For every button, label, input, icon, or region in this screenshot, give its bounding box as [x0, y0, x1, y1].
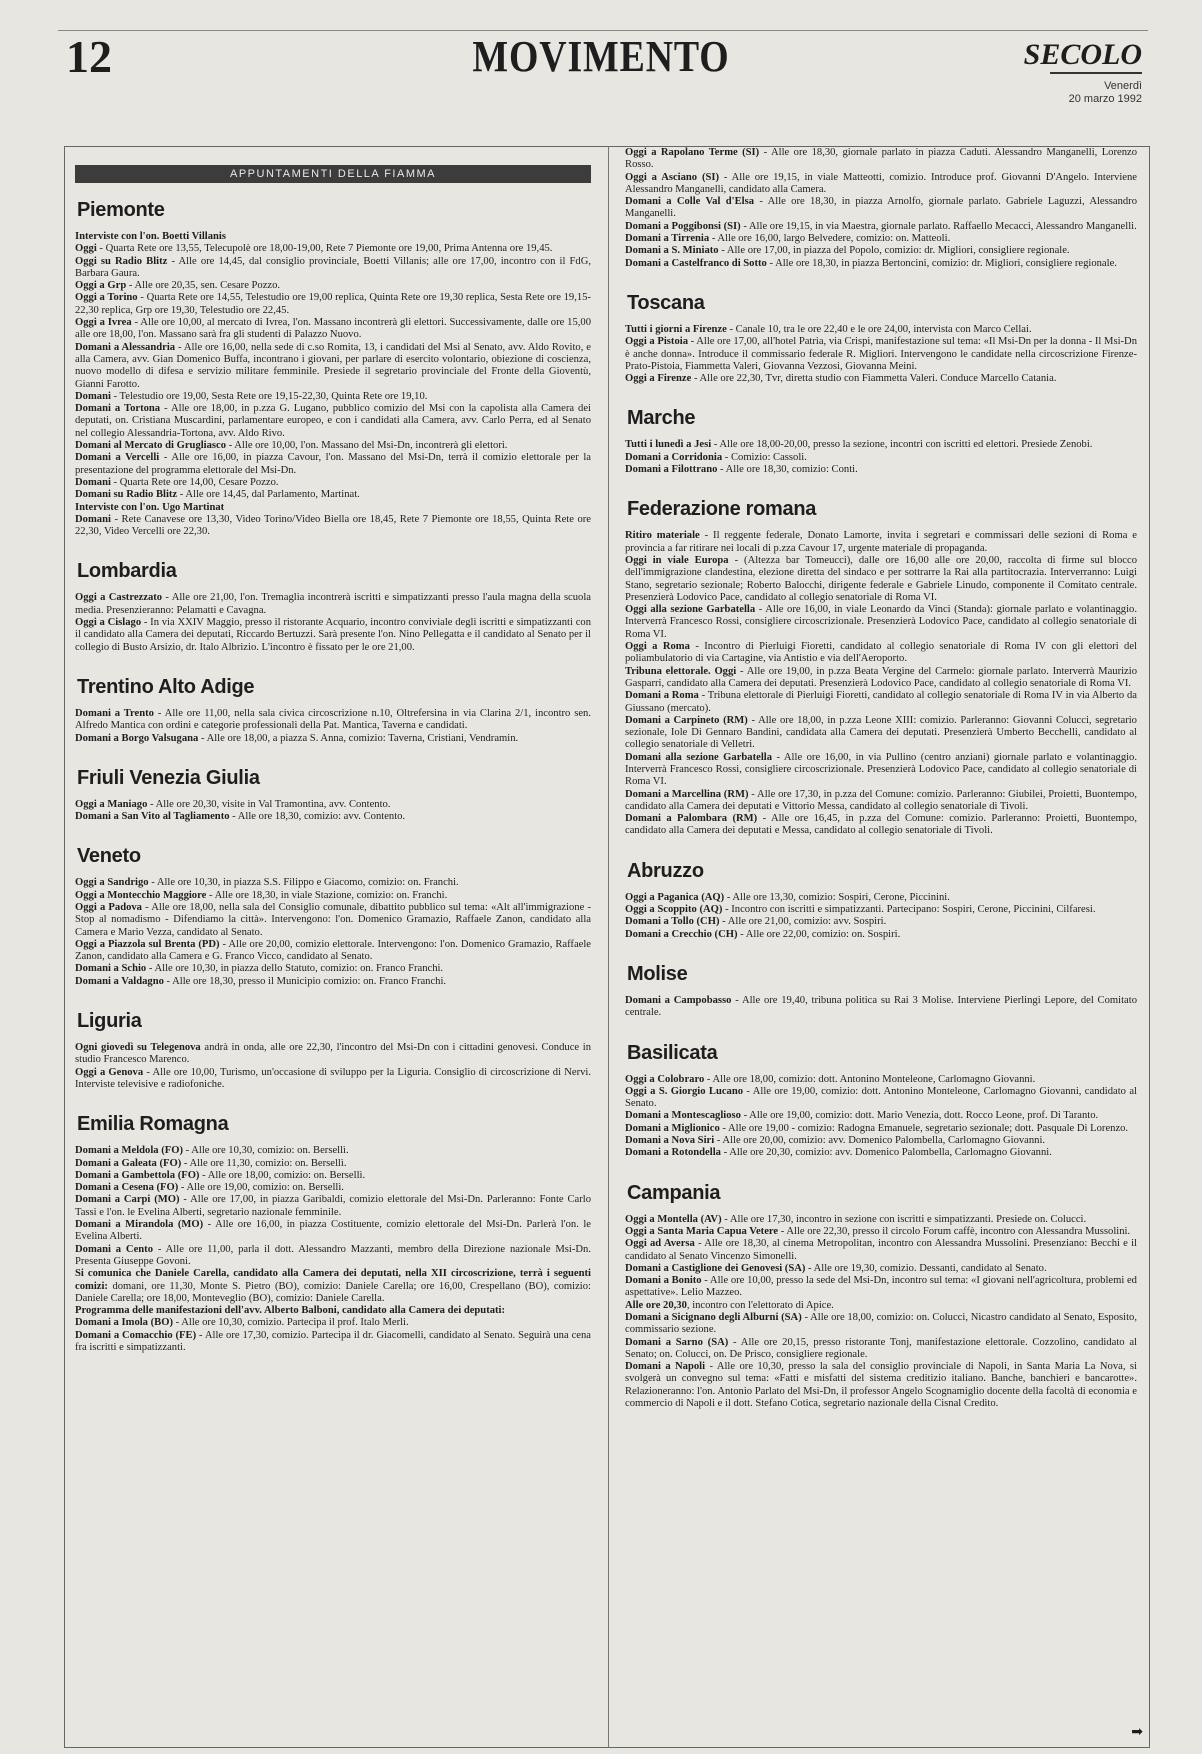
event-location: Domani a Sicignano degli Alburni (SA)	[625, 1312, 802, 1323]
event-entry	[75, 1219, 591, 1244]
event-entry	[75, 477, 591, 489]
event-details: - Alle ore 18,30, in viale Stazione, comizio: on. Franchi.	[206, 889, 448, 901]
event-details: - Alle ore 17,30, comizio. Partecipa il dr. Giacomelli, candidato al Senato. Seguirà una cena fra iscritti e simpatizzanti.	[75, 1329, 591, 1353]
event-details: - Alle ore 22,00, comizio: on. Sospiri.	[737, 928, 901, 940]
region-heading: Toscana	[627, 291, 705, 314]
event-entry	[625, 530, 1137, 555]
event-location: Oggi a Maniago	[75, 798, 148, 810]
event-location: Tribuna elettorale. Oggi	[625, 665, 737, 677]
event-location: Domani a Carpi (MO)	[75, 1194, 180, 1206]
event-details: - Alle ore 10,30, comizio: on. Bersellì.	[183, 1145, 349, 1157]
region-heading: Friuli Venezia Giulia	[77, 766, 260, 789]
event-location: Alle ore 20,30	[625, 1299, 687, 1311]
event-location: Domani	[75, 476, 111, 488]
event-location: Oggi a Paganica (AQ)	[625, 891, 725, 903]
event-location: Domani a Borgo Valsugana	[75, 732, 199, 744]
region-heading: Abruzzo	[627, 859, 704, 882]
event-location: Domani a Cento	[75, 1243, 153, 1255]
event-location: Domani a Comacchio (FE)	[75, 1329, 197, 1341]
event-details: - Alle ore 18,00, comizio: on. Colucci, Nicastro candidato al Senato, Esposito, commissario sezione.	[625, 1312, 1137, 1336]
event-entry	[75, 1067, 591, 1092]
event-details: - Alle ore 18,30, comizio: Conti.	[717, 464, 858, 476]
event-location: Domani a Crecchio (CH)	[625, 928, 738, 940]
event-details: andrà in onda, alle ore 22,30, l'incontro del Msi-Dn con i cittadini genovesi. Conduce in studio Francesco Marenco.	[75, 1042, 591, 1066]
event-location: Oggi ad Aversa	[625, 1238, 695, 1250]
event-location: Oggi su Radio Blitz	[75, 255, 168, 267]
region-heading: Lombardia	[77, 560, 177, 583]
event-entry	[75, 256, 591, 281]
event-location: Interviste con l'on. Boetti Villanis	[75, 231, 226, 242]
event-entry	[75, 502, 591, 514]
event-entry	[75, 976, 591, 988]
event-details: - Alle ore 20,00, comizio elettorale. Intervengono: l'on. Domenico Gramazio, Raffaele Zanon, candidato alla Camera e G. Franco Vicco, candidato al Senato.	[75, 938, 591, 963]
event-location: Oggi a Sandrigo	[75, 877, 149, 889]
event-details: - Alle ore 14,45, dal Parlamento, Martinat.	[177, 489, 360, 501]
event-details: - Alle ore 20,30, visite in Val Tramontina, avv. Contento.	[147, 798, 391, 810]
region-piemonte	[75, 199, 591, 538]
event-location: Domani a Castelfranco di Sotto	[625, 257, 767, 269]
event-entry	[625, 1147, 1137, 1159]
event-location: Domani a Vercelli	[75, 452, 160, 464]
event-entry	[75, 939, 591, 964]
event-details: - Alle ore 20,30, comizio: avv. Domenico Palombella, Carlomagno Giovanni.	[720, 1147, 1052, 1159]
region-heading: Piemonte	[77, 199, 165, 221]
event-location: Oggi a Roma	[625, 641, 690, 653]
event-entry	[625, 196, 1137, 221]
region-heading: Marche	[627, 407, 696, 430]
issue-date-text: 20 marzo 1992	[1068, 93, 1142, 105]
logo-rule	[1050, 72, 1142, 74]
event-details: - Alle ore 19,00, comizio: dott. Mario Venezia, dott. Rocco Leone, prof. Di Taranto.	[740, 1110, 1099, 1122]
event-entry	[75, 317, 591, 342]
event-entry	[75, 1317, 591, 1329]
page-number: 12	[66, 31, 112, 82]
event-entry	[625, 1312, 1137, 1337]
event-details: - Alle ore 19,00 - comizio: Radogna Emanuele, segretario sezionale; dott. Pasquale Di Lorenzo.	[719, 1122, 1129, 1134]
event-details: - Alle ore 16,00, nella sede di c.so Romita, 13, i candidati del Msi al Senato, avv. Aldo Rovito, e alla Camera, avv. Gian Domenico Buffa, incontrano i giovani, per parlare di esercito volontario, obiezione di coscienza, nuovo modello di difesa e servizio militare femminile. Presiede il segretario provinciale del Fronte della Gioventù, Gianni Farotto.	[75, 341, 591, 390]
event-details: - Alle ore 18,00, in p.zza G. Lugano, pubblico comizio del Msi con la capolista alla Camera dei deputati, on. Cristiana Muscardini, parlamentare europeo, e con i candidati alla Camera, avv. Carlo Perra, ed al Senato nel collegio Alessandria-Tortona, avv. Aldo Rivo.	[75, 403, 591, 439]
event-details: - (Altezza bar Tomeucci), dalle ore 16,00 alle ore 20,00, raccolta di firme sul blocco dell'immigrazione clandestina, elezione diretta del sindaco e per sottrarre la Rai alla partitocrazia. Interverranno: Luigi Stano, segretario sezionale; Roberto Balocchi, dirigente federale e Gabriele Linudo, componente il Comitato centrale. Presenzierà Lodovico Pace, candidato al collegio senatoriale di Roma VI.	[625, 554, 1137, 603]
event-entry	[625, 892, 1137, 904]
event-details: - Alle ore 17,00, in piazza Garibaldi, comizio elettorale del Msi-Dn. Parleranno: Fonte Carlo Tassi e l'on. le Evelina Alberti, segretario nazionale femminile.	[75, 1194, 591, 1218]
top-rule	[58, 30, 1148, 31]
issue-date	[1002, 80, 1142, 106]
event-location: Domani a Marcellina (RM)	[625, 788, 749, 800]
event-details: - Alle ore 10,30, presso la sala del consiglio provinciale di Napoli, in Santa Maria La Nova, si svolgerà un convegno sul tema: «Fatti e misfatti del sistema creditizio italiano. Banche, banchieri e bancarotte». Relazioneranno: l'on. Antonio Parlato del Msi-Dn, il professor Angelo Scognamiglio docente della facoltà di economia e commercio di Napoli e il dott. Stefano Cotica, segretario nazionale della Cisnal Credito.	[625, 1361, 1137, 1410]
event-details: - Alle ore 10,00, presso la sede del Msi-Dn, incontro sul tema: «I giovani nell'agricoltura, problemi ed aspettative». Lelio Mazzeo.	[625, 1275, 1137, 1299]
event-location: Domani a Gambettola (FO)	[75, 1169, 200, 1181]
event-details: - Alle ore 16,00, in piazza Cavour, l'on. Massano del Msi-Dn, terrà il comizio elettorale per la presentazione del programma elettorale del Msi-Dn.	[75, 452, 591, 476]
event-location: Oggi	[75, 243, 97, 255]
event-entry	[75, 391, 591, 403]
event-entry	[625, 1086, 1137, 1111]
event-entry	[625, 452, 1137, 464]
event-entry	[75, 902, 591, 939]
event-location: Domani a Poggibonsi (SI)	[625, 220, 741, 232]
event-location: Domani	[75, 390, 111, 402]
event-details: - Alle ore 16,00, in via Pullino (centro anziani) giornale parlato e volantinaggio. Interverrà Francesco Rossi, consigliere circoscrizionale. Presenzierà Lodovico Pace, candidato al collegio senatoriale di Roma VI.	[625, 751, 1137, 788]
event-location: Oggi a Genova	[75, 1066, 144, 1078]
event-location: Ritiro materiale	[625, 530, 700, 542]
event-details: - Alle ore 20,00, comizio: avv. Domenico Palombella, Carlomagno Giovanni.	[714, 1135, 1046, 1147]
event-entry	[75, 877, 591, 889]
event-entry	[75, 890, 591, 902]
event-location: Oggi a Ivrea	[75, 317, 132, 329]
event-location: Domani a Castiglione dei Genovesi (SA)	[625, 1262, 806, 1274]
event-entry	[625, 1123, 1137, 1135]
event-location: Oggi a Padova	[75, 901, 142, 913]
event-location: Oggi a S. Giorgio Lucano	[625, 1085, 744, 1097]
event-details: - Canale 10, tra le ore 22,40 e le ore 24,00, intervista con Marco Cellai.	[726, 323, 1032, 335]
region-campania	[625, 1182, 1137, 1411]
event-location: Domani a Roma	[625, 690, 699, 702]
event-location: Domani a Colle Val d'Elsa	[625, 196, 755, 208]
region-heading: Emilia Romagna	[77, 1113, 229, 1136]
event-entry	[75, 1042, 591, 1067]
event-entry	[625, 904, 1137, 916]
event-location: Oggi a Scoppito (AQ)	[625, 904, 723, 916]
event-details: - Rete Canavese ore 13,30, Video Torino/Video Biella ore 18,45, Rete 7 Piemonte ore 18,55, Quinta Rete ore 22,30, Video Vercelli ore 22,30.	[75, 513, 591, 538]
event-details: - Alle ore 18,30, in piazza Bertoncini, comizio: dr. Migliori, consigliere regionale.	[766, 257, 1117, 269]
event-details: - Alle ore 18,00-20,00, presso la sezione, incontri con iscritti ed elettori. Presiede Zenobi.	[711, 439, 1093, 451]
event-details: - Alle ore 21,00, comizio: avv. Sospiri.	[719, 916, 887, 928]
event-entry	[75, 733, 591, 745]
event-location: Oggi alla sezione Garbatella	[625, 604, 756, 616]
event-details: - Alle ore 18,30, comizio: avv. Contento.	[229, 811, 406, 823]
event-entry	[625, 373, 1137, 385]
region-heading: Veneto	[77, 845, 141, 868]
section-banner: APPUNTAMENTI DELLA FIAMMA	[75, 165, 591, 183]
region-heading: Trentino Alto Adige	[77, 675, 255, 698]
region-emilia-romagna	[75, 1113, 591, 1354]
event-location: Domani	[75, 513, 111, 525]
event-details: - Alle ore 11,00, nella sala civica circoscrizione n.10, Oltrefersina in via Clarina 2/1, incontro sen. Alfredo Mantica con ordini e categorie professionali della Pat. Mantica, Taverna e candidati.	[75, 707, 591, 732]
event-entry	[625, 752, 1137, 789]
event-details: - Alle ore 18,30, in piazza Arnolfo, giornale parlato. Gabriele Laguzzi, Alessandro Manganelli.	[625, 196, 1137, 220]
event-entry	[75, 799, 591, 811]
event-details: - Alle ore 19,15, in via Maestra, giornale parlato. Raffaello Mecacci, Alessandro Manganelli.	[740, 220, 1137, 232]
event-location: Domani a Napoli	[625, 1361, 706, 1373]
event-entry	[625, 245, 1137, 257]
event-location: Domani al Mercato di Grugliasco	[75, 440, 227, 452]
event-details: - Alle ore 14,45, dal consiglio provinciale, Boetti Villanis; alle ore 17,00, incontro con il FdG, Barbara Gaura.	[75, 255, 591, 279]
region-heading: Federazione romana	[627, 498, 817, 521]
event-entry	[75, 617, 591, 654]
event-location: Oggi a Pistoia	[625, 336, 688, 348]
event-entry	[75, 292, 591, 317]
event-entry	[625, 258, 1137, 270]
event-location: Oggi a Colobraro	[625, 1073, 705, 1085]
event-location: Domani a Trento	[75, 707, 154, 719]
event-location: Oggi a Firenze	[625, 373, 692, 385]
event-location: Domani a Campobasso	[625, 994, 732, 1006]
event-details: - Tribuna elettorale di Pierluigi Fioretti, candidato al collegio senatoriale di Roma IV in via Alberto da Giussano (mercato).	[625, 690, 1137, 714]
continue-arrow-icon: ➡	[1131, 1725, 1143, 1740]
event-location: Domani a Sarno (SA)	[625, 1336, 729, 1348]
event-entry	[75, 440, 591, 452]
event-location: Domani a Filottrano	[625, 464, 718, 476]
event-location: Oggi a Grp	[75, 280, 127, 292]
event-location: Domani a S. Miniato	[625, 245, 719, 257]
event-entry	[625, 439, 1137, 451]
event-details: - Alle ore 18,30, presso il Municipio comizio: on. Franco Franchi.	[163, 975, 447, 987]
event-details: - Alle ore 18,30, al cinema Metropolitan, incontro con Alessandra Mussolini. Presenziano: Becchi e il candidato al Senato Vincenzo Simonelli.	[625, 1238, 1137, 1262]
event-entry	[75, 708, 591, 733]
right-column	[625, 147, 1137, 1747]
event-location: Domani a Tirrenia	[625, 233, 710, 245]
event-entry	[625, 1074, 1137, 1086]
event-location: Oggi a Rapolano Terme (SI)	[625, 147, 760, 158]
event-entry	[625, 789, 1137, 814]
event-details: - Alle ore 19,00, comizio: dott. Antonino Monteleone, Carlomagno Giovanni, candidato al Senato.	[625, 1085, 1137, 1110]
event-entry	[75, 1170, 591, 1182]
event-details: - Alle ore 10,30, in piazza dello Statuto, comizio: on. Franco Franchi.	[146, 963, 444, 975]
event-details: - Alle ore 22,30, presso il circolo Forum caffè, incontro con Alessandra Mussolini.	[778, 1225, 1131, 1237]
event-location: Oggi a Piazzola sul Brenta (PD)	[75, 938, 220, 950]
event-entry	[625, 995, 1137, 1020]
event-details: - Alle ore 20,15, presso ristorante Tonj, manifestazione elettorale. Cozzolino, candidato al Senato; on. Colucci, on. De Prisco, consigliere regionale.	[625, 1336, 1137, 1360]
region-heading: Molise	[627, 962, 688, 985]
event-location: Domani a Galeata (FO)	[75, 1157, 182, 1169]
event-location: Domani a Nova Siri	[625, 1135, 715, 1147]
event-details: - Alle ore 17,30, in p.zza del Comune: comizio. Parleranno: Giubilei, Proietti, Buontempo, candidato alla Camera dei deputati e Vittorio Messa, candidato al collegio senatoriale di Tivoli.	[625, 788, 1137, 812]
region-heading: Liguria	[77, 1010, 142, 1033]
region-heading: Campania	[627, 1181, 721, 1204]
event-details: - Alle ore 11,30, comizio: on. Bersellì.	[181, 1157, 347, 1169]
event-location: Domani alla sezione Garbatella	[625, 751, 773, 763]
region-toscana-continued	[625, 147, 1137, 270]
event-entry	[625, 813, 1137, 838]
region-federazione-romana	[625, 498, 1137, 837]
event-details: - Alle ore 10,00, l'on. Massano del Msi-Dn, incontrerà gli elettori.	[226, 440, 508, 452]
event-entry	[625, 336, 1137, 373]
event-location: Domani a Corridonia	[625, 451, 723, 463]
event-location: Domani a Bonito	[625, 1275, 702, 1287]
region-trentino-alto-adige	[75, 676, 591, 745]
event-location: Oggi in viale Europa	[625, 554, 729, 566]
event-entry	[625, 690, 1137, 715]
event-details: - Alle ore 10,00, Turismo, un'occasione di sviluppo per la Liguria. Consiglio di circoscrizione di Nervi. Interviste televisive e radiofoniche.	[75, 1066, 591, 1090]
event-location: Domani a Tortona	[75, 403, 161, 415]
event-entry	[625, 1361, 1137, 1410]
event-location: Interviste con l'on. Ugo Martinat	[75, 501, 225, 513]
event-details: - Quarta Rete ore 14,00, Cesare Pozzo.	[110, 476, 279, 488]
event-details: - Alle ore 16,00, in viale Leonardo da Vinci (Standa): giornale parlato e volantinaggio. Interverrà Francesco Rossi, consigliere circoscrizionale. Presenzierà Lodovico Pace, candidato al collegio senatoriale di Roma VI.	[625, 604, 1137, 640]
event-entry	[75, 811, 591, 823]
event-location: Oggi a Montecchio Maggiore	[75, 889, 207, 901]
event-location: Domani a Tollo (CH)	[625, 916, 720, 928]
event-entry	[625, 1263, 1137, 1275]
event-details: - Alle ore 17,00, all'hotel Patria, via Crispi, manifestazione sul tema: «Il Msi-Dn per la donna - Il Msi-Dn è anche donna». Introduce il commissario federale R. Migliori. Intervengono le candidate nella circoscrizione Firenze-Prato-Pistoia, Fiammetta Valeri, Giovanna Vezzosi, Giovanna Meini.	[625, 336, 1137, 372]
event-entry	[625, 1275, 1137, 1300]
region-abruzzo	[625, 860, 1137, 941]
event-entry	[625, 555, 1137, 604]
event-entry	[625, 929, 1137, 941]
event-details: domani, ore 11,30, Monte S. Pietro (BO), comizio: Daniele Carella; ore 16,00, Crespellano (BO), comizio: Daniele Carella; ore 18,00, Monteveglio (BO), comizio: Daniele Carella.	[75, 1280, 591, 1304]
event-entry	[625, 715, 1137, 752]
event-details: - Alle ore 18,00, a piazza S. Anna, comizio: Taverna, Cristiani, Vendramin.	[198, 732, 519, 744]
event-details: - Alle ore 17,30, incontro in sezione con iscritti e simpatizzanti. Presiede on. Colucci.	[721, 1213, 1087, 1225]
event-details: - Alle ore 16,00, in piazza Costituente, comizio elettorale del Msi-Dn. Parlerà l'on. le Evelina Alberti.	[75, 1219, 591, 1243]
event-details: - Comizio: Cassoli.	[722, 451, 807, 463]
event-entry	[625, 1214, 1137, 1226]
event-location: Domani a Alessandria	[75, 341, 176, 353]
event-location: Domani a Mirandola (MO)	[75, 1219, 204, 1231]
event-details: - Alle ore 13,30, comizio: Sospiri, Cerone, Piccinini.	[724, 891, 950, 903]
event-details: , incontro con l'elettorato di Apice.	[686, 1299, 834, 1311]
region-heading: Basilicata	[627, 1041, 718, 1064]
event-entry	[625, 666, 1137, 691]
event-entry	[625, 1110, 1137, 1122]
event-details: - Alle ore 22,30, Tvr, diretta studio con Fiammetta Valeri. Conduce Marcello Catania.	[691, 373, 1057, 385]
event-entry	[75, 1145, 591, 1157]
event-entry	[625, 604, 1137, 641]
event-entry	[75, 1244, 591, 1269]
column-divider	[608, 147, 609, 1747]
event-entry	[75, 231, 591, 243]
event-entry	[625, 1300, 1137, 1312]
region-liguria	[75, 1010, 591, 1091]
event-details: - Alle ore 20,35, sen. Cesare Pozzo.	[126, 280, 281, 292]
event-details: - Alle ore 11,00, parla il dott. Alessandro Mazzanti, membro della Direzione nazionale Msi-Dn. Presenta Giuseppe Govoni.	[75, 1243, 591, 1267]
event-location: Domani a Meldola (FO)	[75, 1145, 183, 1157]
event-details: - Alle ore 19,30, comizio. Dessanti, candidato al Senato.	[805, 1262, 1047, 1274]
event-entry	[75, 963, 591, 975]
event-details: - Alle ore 19,00, in p.zza Beata Vergine del Carmelo: giornale parlato. Interverrà Maurizio Gasparri, candidato alla Camera dei deputati. Presenzierà Lodovico Pace, candidato al collegio senatoriale di Roma VI.	[625, 665, 1137, 689]
region-friuli-venezia-giulia	[75, 767, 591, 824]
event-details: - Alle ore 18,00, nella sala del Consiglio comunale, dibattito pubblico sul tema: «Alt all'immigrazione - Stop al nomadismo - Difendiamo la città». Intervengono: l'on. Domenico Gramazio, Raffaele Zanon, candidato alla Camera e Mario Vezza, candidato al Senato.	[75, 901, 591, 938]
region-toscana	[625, 292, 1137, 385]
event-entry	[75, 403, 591, 440]
event-entry	[625, 1226, 1137, 1238]
event-details: - Alle ore 17,00, in piazza del Popolo, comizio: dr. Migliori, consigliere regionale.	[718, 245, 1070, 257]
event-details: - Telestudio ore 19,00, Sesta Rete ore 19,15-22,30, Quinta Rete ore 19,10.	[110, 390, 428, 402]
event-location: Oggi a Asciano (SI)	[625, 171, 720, 183]
event-entry	[625, 147, 1137, 172]
event-entry	[625, 221, 1137, 233]
event-details: - Alle ore 10,30, comizio. Partecipa il prof. Italo Merli.	[173, 1317, 409, 1329]
event-entry	[625, 233, 1137, 245]
event-details: - Alle ore 10,30, in piazza S.S. Filippo e Giacomo, comizio: on. Franchi.	[148, 877, 459, 889]
event-entry	[75, 280, 591, 292]
event-entry	[75, 243, 591, 255]
event-entry	[75, 1158, 591, 1170]
event-location: Domani a Montescaglioso	[625, 1110, 741, 1122]
event-details: - In via XXIV Maggio, presso il ristorante Acquario, incontro conviviale degli iscritti e simpatizzanti con il candidato alla Camera dei deputati, Riccardo Bertuzzi. Sarà presente l'on. Nino Pellegatta e il candidato al Senato per il collegio di Busto Arsizio, dr. Italo Albrizio. L'incontro è fissato per le ore 21,00.	[75, 617, 591, 653]
event-location: Domani a Valdagno	[75, 975, 164, 987]
event-details: - Alle ore 21,00, l'on. Tremaglia incontrerà iscritti e simpatizzanti presso l'aula magna della scuola media. Presenzieranno: Pelamatti e Cavagna.	[75, 592, 591, 616]
event-location: Programma delle manifestazioni dell'avv. Alberto Balboni, candidato alla Camera dei deputati:	[75, 1305, 506, 1317]
event-location: Domani a Carpineto (RM)	[625, 714, 748, 726]
issue-day: Venerdì	[1104, 80, 1142, 92]
event-entry	[625, 464, 1137, 476]
event-location: Domani a Palombara (RM)	[625, 813, 758, 825]
event-details: - Il reggente federale, Donato Lamorte, invita i segretari e commissari delle sezioni di Roma e provincia a far ritirare nei locali di p.zza Cavour 17, urgente materiale di propaganda.	[625, 530, 1137, 554]
event-details: - Alle ore 18,00, comizio: on. Bersellì.	[199, 1169, 366, 1181]
event-details: - Incontro di Pierluigi Fioretti, candidato al collegio senatoriale di Roma IV con gli elettori del poliambulatorio di via Cartagine, via Antistio e via dell'Aeroporto.	[625, 641, 1137, 665]
event-details: - Alle ore 18,30, giornale parlato in piazza Caduti. Alessandro Manganelli, Lorenzo Rosso.	[625, 147, 1137, 171]
event-entry	[625, 1337, 1137, 1362]
event-details: - Quarta Rete ore 14,55, Telestudio ore 19,00 replica, Quinta Rete ore 19,30 replica, Sesta Rete ore 19,15-22,30 replica, Grp ore 19,30, Telestudio ore 22,45.	[75, 292, 591, 316]
event-location: Ogni giovedì su Telegenova	[75, 1042, 201, 1054]
event-details: - Alle ore 18,00, comizio: dott. Antonino Monteleone, Carlomagno Giovanni.	[704, 1073, 1036, 1085]
event-entry	[625, 324, 1137, 336]
event-entry	[75, 342, 591, 391]
event-entry	[75, 1194, 591, 1219]
event-location: Oggi a Montella (AV)	[625, 1213, 722, 1225]
newspaper-logo: SECOLO	[1023, 38, 1142, 71]
region-molise	[625, 963, 1137, 1020]
event-entry	[75, 1330, 591, 1355]
event-location: Domani a Rotondella	[625, 1147, 721, 1159]
event-entry	[75, 1305, 591, 1317]
region-basilicata	[625, 1042, 1137, 1160]
event-location: Domani a Miglionico	[625, 1122, 720, 1134]
event-entry	[75, 514, 591, 539]
event-entry	[75, 452, 591, 477]
event-location: Oggi a Torino	[75, 292, 138, 304]
event-entry	[625, 641, 1137, 666]
event-location: Domani a Imola (BO)	[75, 1317, 173, 1329]
event-entry	[625, 916, 1137, 928]
event-entry	[625, 172, 1137, 197]
left-column	[75, 147, 591, 1747]
event-location: Oggi a Cislago	[75, 617, 142, 629]
content-frame	[64, 146, 1150, 1748]
event-location: Domani a Schio	[75, 963, 147, 975]
event-entry	[75, 592, 591, 617]
event-location: Domani a San Vito al Tagliamento	[75, 811, 230, 823]
event-entry	[75, 1268, 591, 1305]
event-entry	[75, 1182, 591, 1194]
event-details: - Alle ore 10,00, al mercato di Ivrea, l'on. Massano incontrerà gli elettori. Successivamente, dalle ore 15,00 alle ore 18,00, l'on. Massano sarà fra gli studenti di Palazzo Nuovo.	[75, 317, 591, 341]
event-details: - Incontro con iscritti e simpatizzanti. Partecipano: Sospiri, Cerone, Piccinini, Cilfaresi.	[722, 904, 1096, 916]
region-veneto	[75, 845, 591, 988]
region-marche	[625, 407, 1137, 476]
event-details: - Alle ore 19,15, in viale Matteotti, comizio. Introduce prof. Giovanni D'Angelo. Interviene Alessandro Manganelli, candidato alla Camera.	[625, 171, 1137, 195]
event-details: - Quarta Rete ore 13,55, Telecupolè ore 18,00-19,00, Rete 7 Piemonte ore 19,00, Prima Antenna ore 19,45.	[96, 243, 553, 255]
event-location: Tutti i giorni a Firenze	[625, 323, 727, 335]
event-location: Domani su Radio Blitz	[75, 489, 178, 501]
event-details: - Alle ore 19,00, comizio: on. Bersellì.	[178, 1182, 344, 1194]
event-entry	[75, 489, 591, 501]
event-entry	[625, 1135, 1137, 1147]
event-details: - Alle ore 19,40, tribuna politica su Rai 3 Molise. Interviene Pierlingi Lepore, del Comitato centrale.	[625, 994, 1137, 1019]
event-location: Tutti i lunedì a Jesi	[625, 439, 712, 451]
region-lombardia	[75, 560, 591, 653]
event-details: - Alle ore 16,00, largo Belvedere, comizio: on. Matteoli.	[709, 233, 951, 245]
event-entry	[625, 1238, 1137, 1263]
event-location: Domani a Cesena (FO)	[75, 1182, 179, 1194]
section-title: MOVIMENTO	[472, 32, 730, 81]
event-location: Si comunica che Daniele Carella, candidato alla Camera dei deputati, nella XII circoscrizione, terrà i seguenti comizi:	[75, 1268, 591, 1292]
event-details: - Alle ore 18,00, in p.zza Leone XIII: comizio. Parleranno: Giovanni Colucci, segretario sezionale, Iole Di Gennaro Bandini, candidata alla Camera dei deputati. Presenzierà Umberto Becchelli, candidato al collegio senatoriale di Velletri.	[625, 714, 1137, 751]
event-details: - Alle ore 16,45, in p.zza del Comune: comizio. Parleranno: Proietti, Buontempo, candidato alla Camera dei deputati e Messa, candidato al collegio senatoriale di Tivoli.	[625, 813, 1137, 837]
masthead	[0, 0, 1202, 130]
event-location: Oggi a Castrezzato	[75, 592, 163, 604]
event-location: Oggi a Santa Maria Capua Vetere	[625, 1225, 779, 1237]
